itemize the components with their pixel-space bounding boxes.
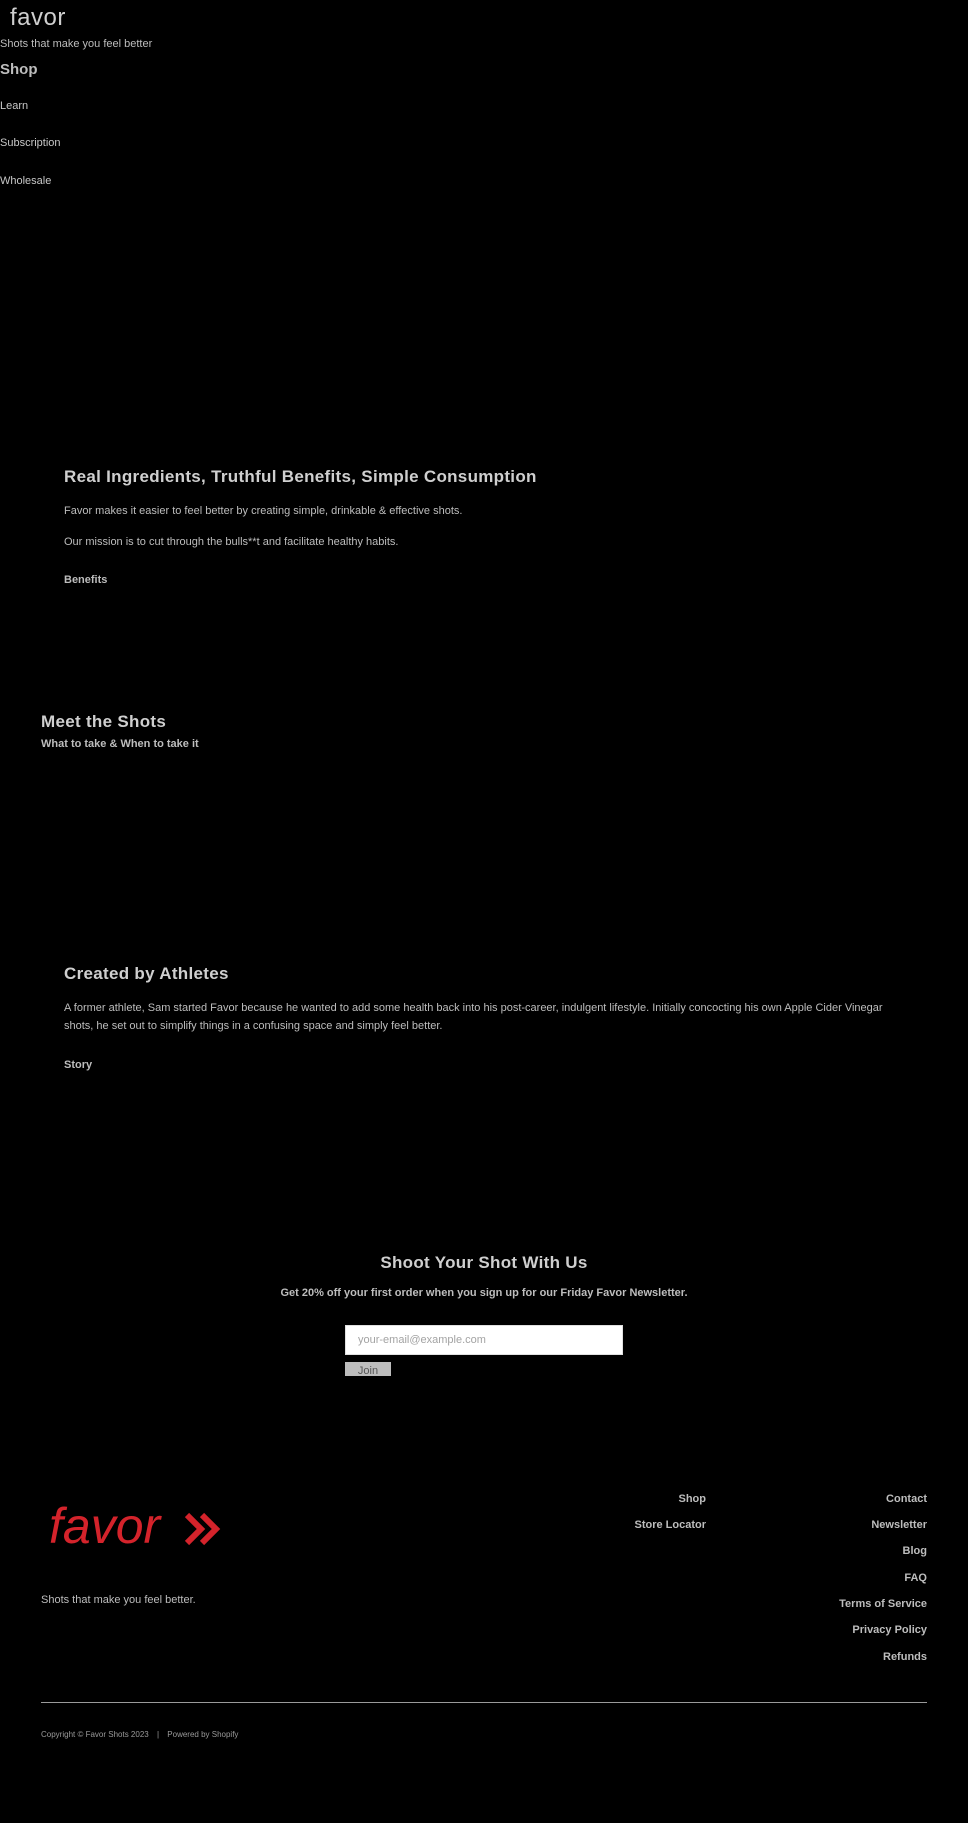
benefits-link[interactable]: Benefits bbox=[64, 574, 108, 586]
copyright-separator: | bbox=[156, 1730, 160, 1739]
site-logo[interactable]: favor bbox=[10, 4, 66, 31]
story-link[interactable]: Story bbox=[64, 1059, 93, 1071]
athletes-text: A former athlete, Sam started Favor because he wanted to add some health back into his post-career, indulgent lifestyle. Initially concocting his own Apple Cider Vinegar shots, he set out to simplify things in a confusing space and simply feel better. bbox=[64, 1002, 883, 1032]
newsletter-title: Shoot Your Shot With Us bbox=[380, 1253, 588, 1272]
footer-logo-text: favor bbox=[49, 1498, 161, 1554]
footer-divider bbox=[41, 1702, 927, 1703]
athletes-title: Created by Athletes bbox=[64, 964, 229, 983]
chevron-right-icon bbox=[187, 1515, 201, 1543]
nav-learn[interactable]: Learn bbox=[0, 100, 29, 112]
favor-logo-icon bbox=[41, 1493, 231, 1563]
footer-store-locator-link[interactable]: Store Locator bbox=[634, 1519, 706, 1531]
nav-wholesale[interactable]: Wholesale bbox=[0, 175, 52, 187]
footer-privacy-link[interactable]: Privacy Policy bbox=[852, 1624, 927, 1636]
footer-logo[interactable] bbox=[41, 1493, 231, 1563]
footer-blog-link[interactable]: Blog bbox=[902, 1545, 927, 1557]
benefits-text-1: Favor makes it easier to feel better by creating simple, drinkable & effective shots. bbox=[64, 505, 463, 517]
footer-refunds-link[interactable]: Refunds bbox=[883, 1651, 927, 1663]
site-tagline: Shots that make you feel better bbox=[0, 38, 153, 50]
benefits-title: Real Ingredients, Truthful Benefits, Simple Consumption bbox=[64, 467, 537, 486]
footer-tagline: Shots that make you feel better. bbox=[41, 1594, 196, 1606]
nav-subscription[interactable]: Subscription bbox=[0, 137, 61, 149]
copyright-bar bbox=[41, 1730, 244, 1739]
shots-subtitle: What to take & When to take it bbox=[41, 738, 199, 750]
copyright-text: Copyright © Favor Shots 2023 bbox=[41, 1730, 149, 1739]
footer-faq-link[interactable]: FAQ bbox=[904, 1572, 927, 1584]
footer-terms-link[interactable]: Terms of Service bbox=[839, 1598, 927, 1610]
footer-newsletter-link[interactable]: Newsletter bbox=[871, 1519, 927, 1531]
footer-shop-link[interactable]: Shop bbox=[678, 1493, 706, 1505]
newsletter-email-input[interactable] bbox=[345, 1325, 623, 1355]
join-button[interactable]: Join bbox=[345, 1362, 391, 1376]
footer-contact-link[interactable]: Contact bbox=[886, 1493, 927, 1505]
shots-title: Meet the Shots bbox=[41, 712, 167, 731]
benefits-text-2: Our mission is to cut through the bulls**t and facilitate healthy habits. bbox=[64, 536, 399, 548]
newsletter-text: Get 20% off your first order when you sign up for our Friday Favor Newsletter. bbox=[280, 1287, 688, 1299]
nav-shop[interactable]: Shop bbox=[0, 61, 38, 78]
powered-by-link[interactable]: Powered by Shopify bbox=[167, 1730, 239, 1739]
